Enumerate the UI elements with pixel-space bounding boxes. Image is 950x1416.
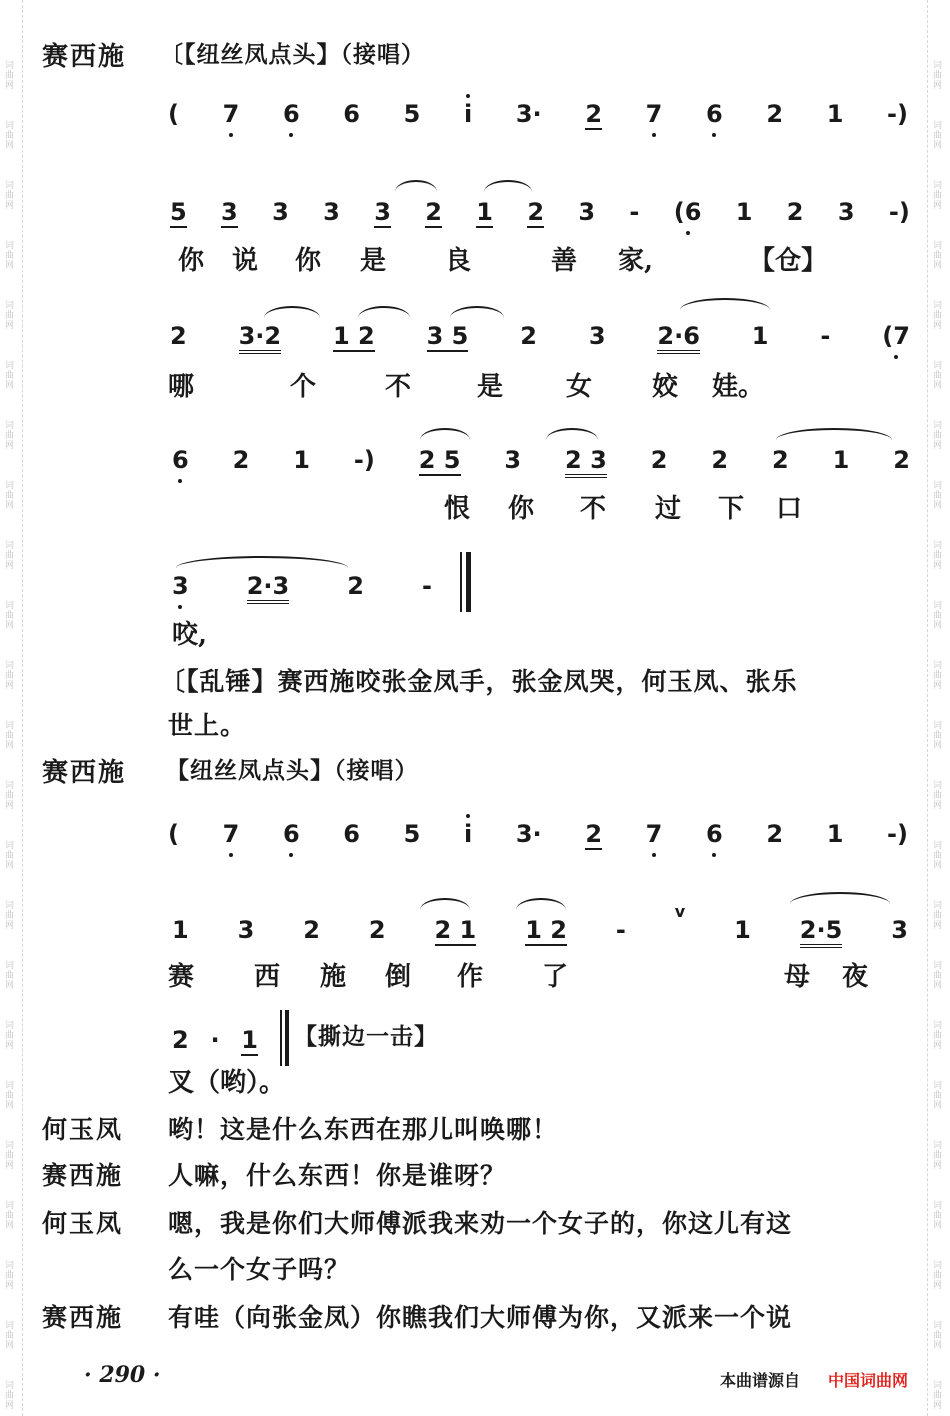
watermark-text: 词曲网 xyxy=(3,480,13,510)
slur xyxy=(484,180,532,192)
breath-mark: v xyxy=(674,902,686,921)
note: 1 xyxy=(293,446,310,474)
note: 1 xyxy=(826,820,844,848)
note: - xyxy=(615,916,626,944)
watermark-text: 词曲网 xyxy=(931,780,941,810)
note: 3 xyxy=(891,916,908,944)
watermark-text: 词曲网 xyxy=(3,720,13,750)
note: 6 xyxy=(343,820,360,848)
speaker-name: 赛西施 xyxy=(42,1161,124,1190)
speaker-name: 何玉凤 xyxy=(42,1209,124,1238)
note: 1 xyxy=(735,198,753,226)
watermark-text: 词曲网 xyxy=(931,960,941,990)
note: 2 xyxy=(303,916,320,944)
speaker-name: 何玉凤 xyxy=(42,1115,124,1144)
slur xyxy=(358,306,410,318)
watermark-text: 词曲网 xyxy=(931,240,941,270)
slur xyxy=(790,892,890,904)
note: 2·3 xyxy=(247,572,290,604)
dialogue-line: 人嘛，什么东西！你是谁呀？ xyxy=(168,1161,507,1190)
double-barline xyxy=(285,1010,289,1066)
watermark-text: 词曲网 xyxy=(3,540,13,570)
lyric-line: 叉（哟）。 xyxy=(168,1068,286,1098)
slur xyxy=(420,428,470,440)
note: 2 xyxy=(170,322,187,350)
page-number: · 290 · xyxy=(84,1362,161,1388)
note: 1 xyxy=(751,322,769,350)
note: 5 xyxy=(403,820,421,848)
note: 1 xyxy=(172,916,189,944)
slur xyxy=(420,898,470,910)
score-line xyxy=(172,572,432,604)
note: 3 xyxy=(588,322,606,350)
slur xyxy=(546,428,598,440)
note: i xyxy=(463,820,473,848)
note: 2 xyxy=(347,572,364,600)
note: 3 xyxy=(272,198,289,226)
score-line xyxy=(170,198,910,228)
note: -) xyxy=(887,100,908,128)
note: 1 2 xyxy=(525,916,567,944)
watermark-text: 词曲网 xyxy=(3,420,13,450)
note: 1 xyxy=(832,446,850,474)
score-line xyxy=(172,1026,258,1056)
note: (6 xyxy=(673,198,702,226)
note: 2 xyxy=(425,198,442,226)
note: 2 xyxy=(172,1026,189,1054)
watermark-text: 词曲网 xyxy=(3,1260,13,1290)
role-name: 赛西施 xyxy=(42,758,127,788)
note: 2 xyxy=(893,446,910,474)
slur xyxy=(680,298,770,310)
note: 2·6 xyxy=(657,322,700,354)
watermark-text: 词曲网 xyxy=(931,840,941,870)
note: 2 xyxy=(766,820,784,848)
cue-label: 〔【纽丝凤点头】（接唱） xyxy=(160,41,425,68)
note: -) xyxy=(888,198,910,226)
note: 3 xyxy=(374,198,391,226)
watermark-text: 词曲网 xyxy=(931,720,941,750)
note: 6 xyxy=(706,820,723,848)
note: 2 xyxy=(711,446,729,474)
note: (7 xyxy=(882,322,910,350)
note: 3 xyxy=(237,916,255,944)
double-barline xyxy=(280,1010,282,1066)
note: 2 xyxy=(786,198,804,226)
note: 2 xyxy=(650,446,668,474)
role-name: 赛西施 xyxy=(42,42,127,72)
watermark-text: 词曲网 xyxy=(931,600,941,630)
watermark-text: 词曲网 xyxy=(3,840,13,870)
score-line xyxy=(168,100,908,130)
watermark-text: 词曲网 xyxy=(3,60,13,90)
watermark-text: 词曲网 xyxy=(3,180,13,210)
note: - xyxy=(820,322,831,350)
slur xyxy=(450,306,504,318)
dialogue-line: 嗯，我是你们大师傅派我来劝一个女子的，你这儿有这 xyxy=(168,1209,793,1238)
note: 2 3 xyxy=(565,446,607,478)
watermark-text: 词曲网 xyxy=(3,1380,13,1410)
note: 6 xyxy=(282,820,300,848)
watermark-text: 词曲网 xyxy=(3,960,13,990)
watermark-text: 词曲网 xyxy=(3,1080,13,1110)
note: 7 xyxy=(645,820,663,848)
slur xyxy=(264,306,320,318)
double-barline xyxy=(466,552,471,612)
note: 6 xyxy=(172,446,189,474)
note: 3 xyxy=(578,198,596,226)
watermark-text: 词曲网 xyxy=(931,1020,941,1050)
note: · xyxy=(210,1026,220,1054)
stage-direction: 〔【乱锤】赛西施咬张金凤手，张金凤哭，何玉凤、张乐 xyxy=(160,667,798,696)
watermark-text: 词曲网 xyxy=(931,60,941,90)
cue-label: 【撕边一击】 xyxy=(294,1023,438,1050)
note: ( xyxy=(168,820,179,848)
watermark-text: 词曲网 xyxy=(931,1260,941,1290)
score-line xyxy=(172,446,910,478)
note: 3 5 xyxy=(426,322,469,350)
right-margin-watermark xyxy=(927,0,950,1416)
note: 6 xyxy=(706,100,723,128)
note: 2 xyxy=(585,820,603,848)
cue-label: 【纽丝凤点头】（接唱） xyxy=(166,757,419,784)
watermark-text: 词曲网 xyxy=(3,300,13,330)
lyric-line: 你 说 你 是 良 善 家, 【仓】 xyxy=(177,246,827,276)
watermark-text: 词曲网 xyxy=(931,660,941,690)
watermark-text: 词曲网 xyxy=(931,420,941,450)
watermark-text: 词曲网 xyxy=(3,660,13,690)
note: 2 5 xyxy=(418,446,461,474)
source-site-link[interactable]: 中国词曲网 xyxy=(828,1371,909,1390)
watermark-text: 词曲网 xyxy=(931,1080,941,1110)
score-line xyxy=(172,902,908,948)
watermark-text: 词曲网 xyxy=(3,1200,13,1230)
watermark-text: 词曲网 xyxy=(3,120,13,150)
score-line xyxy=(168,820,908,850)
watermark-text: 词曲网 xyxy=(3,1020,13,1050)
note: 7 xyxy=(222,820,240,848)
watermark-text: 词曲网 xyxy=(3,240,13,270)
score-line xyxy=(170,322,910,354)
watermark-text: 词曲网 xyxy=(931,1200,941,1230)
watermark-text: 词曲网 xyxy=(931,360,941,390)
note: 3· xyxy=(515,820,542,848)
note: - xyxy=(422,572,432,600)
watermark-text: 词曲网 xyxy=(3,900,13,930)
note: 3·2 xyxy=(239,322,282,354)
watermark-text: 词曲网 xyxy=(931,1380,941,1410)
note: 2 xyxy=(527,198,545,226)
note: 1 xyxy=(476,198,493,226)
note: 7 xyxy=(222,100,240,128)
watermark-text: 词曲网 xyxy=(931,300,941,330)
note: 3 xyxy=(323,198,340,226)
slur xyxy=(516,898,566,910)
lyric-line: 哪 个 不 是 女 姣 娃。 xyxy=(168,372,764,402)
note: - xyxy=(629,198,640,226)
slur xyxy=(176,556,348,568)
watermark-text: 词曲网 xyxy=(931,480,941,510)
watermark-text: 词曲网 xyxy=(3,600,13,630)
note: 3 xyxy=(504,446,522,474)
note: 1 xyxy=(734,916,751,944)
note: 1 2 xyxy=(332,322,375,350)
note: 3 xyxy=(172,572,189,600)
note: -) xyxy=(353,446,375,474)
lyric-line: 咬, xyxy=(172,620,208,650)
lyric-line: 恨 你 不 过 下 口 xyxy=(443,494,802,524)
note: 6 xyxy=(343,100,360,128)
watermark-text: 词曲网 xyxy=(931,540,941,570)
dialogue-line: 么一个女子吗？ xyxy=(168,1255,351,1284)
note: 3· xyxy=(515,100,542,128)
dialogue-line: 有哇（向张金凤）你瞧我们大师傅为你，又派来一个说 xyxy=(168,1303,793,1332)
watermark-text: 词曲网 xyxy=(3,360,13,390)
left-margin-watermark xyxy=(0,0,23,1416)
note: -) xyxy=(887,820,908,848)
watermark-text: 词曲网 xyxy=(3,1320,13,1350)
note: i xyxy=(463,100,473,128)
watermark-text: 词曲网 xyxy=(931,1140,941,1170)
note: 1 xyxy=(826,100,844,128)
note: 2 xyxy=(520,322,537,350)
watermark-text: 词曲网 xyxy=(3,780,13,810)
watermark-text: 词曲网 xyxy=(3,1140,13,1170)
double-barline xyxy=(460,552,462,612)
source-label: 本曲谱源自 xyxy=(720,1371,801,1390)
slur xyxy=(776,428,892,440)
watermark-text: 词曲网 xyxy=(931,900,941,930)
note: 2 xyxy=(771,446,789,474)
note: 2·5 xyxy=(800,916,843,948)
note: 2 xyxy=(232,446,250,474)
note: 2 xyxy=(368,916,386,944)
watermark-text: 词曲网 xyxy=(931,120,941,150)
note: 1 xyxy=(241,1026,258,1054)
stage-direction: 世上。 xyxy=(168,711,247,740)
watermark-text: 词曲网 xyxy=(931,180,941,210)
lyric-line: 赛 西 施 倒 作 了 母 夜 xyxy=(168,962,868,992)
note: 7 xyxy=(645,100,663,128)
speaker-name: 赛西施 xyxy=(42,1303,124,1332)
note: 3 xyxy=(221,198,238,226)
note: 3 xyxy=(837,198,855,226)
note: 5 xyxy=(170,198,187,226)
slur xyxy=(395,180,437,192)
dialogue-line: 哟！这是什么东西在那儿叫唤哪！ xyxy=(168,1115,559,1144)
note: 2 1 xyxy=(434,916,477,944)
note: 5 xyxy=(403,100,421,128)
note: 6 xyxy=(282,100,300,128)
note: 2 xyxy=(585,100,603,128)
watermark-text: 词曲网 xyxy=(931,1320,941,1350)
note: ( xyxy=(168,100,179,128)
note: 2 xyxy=(766,100,784,128)
